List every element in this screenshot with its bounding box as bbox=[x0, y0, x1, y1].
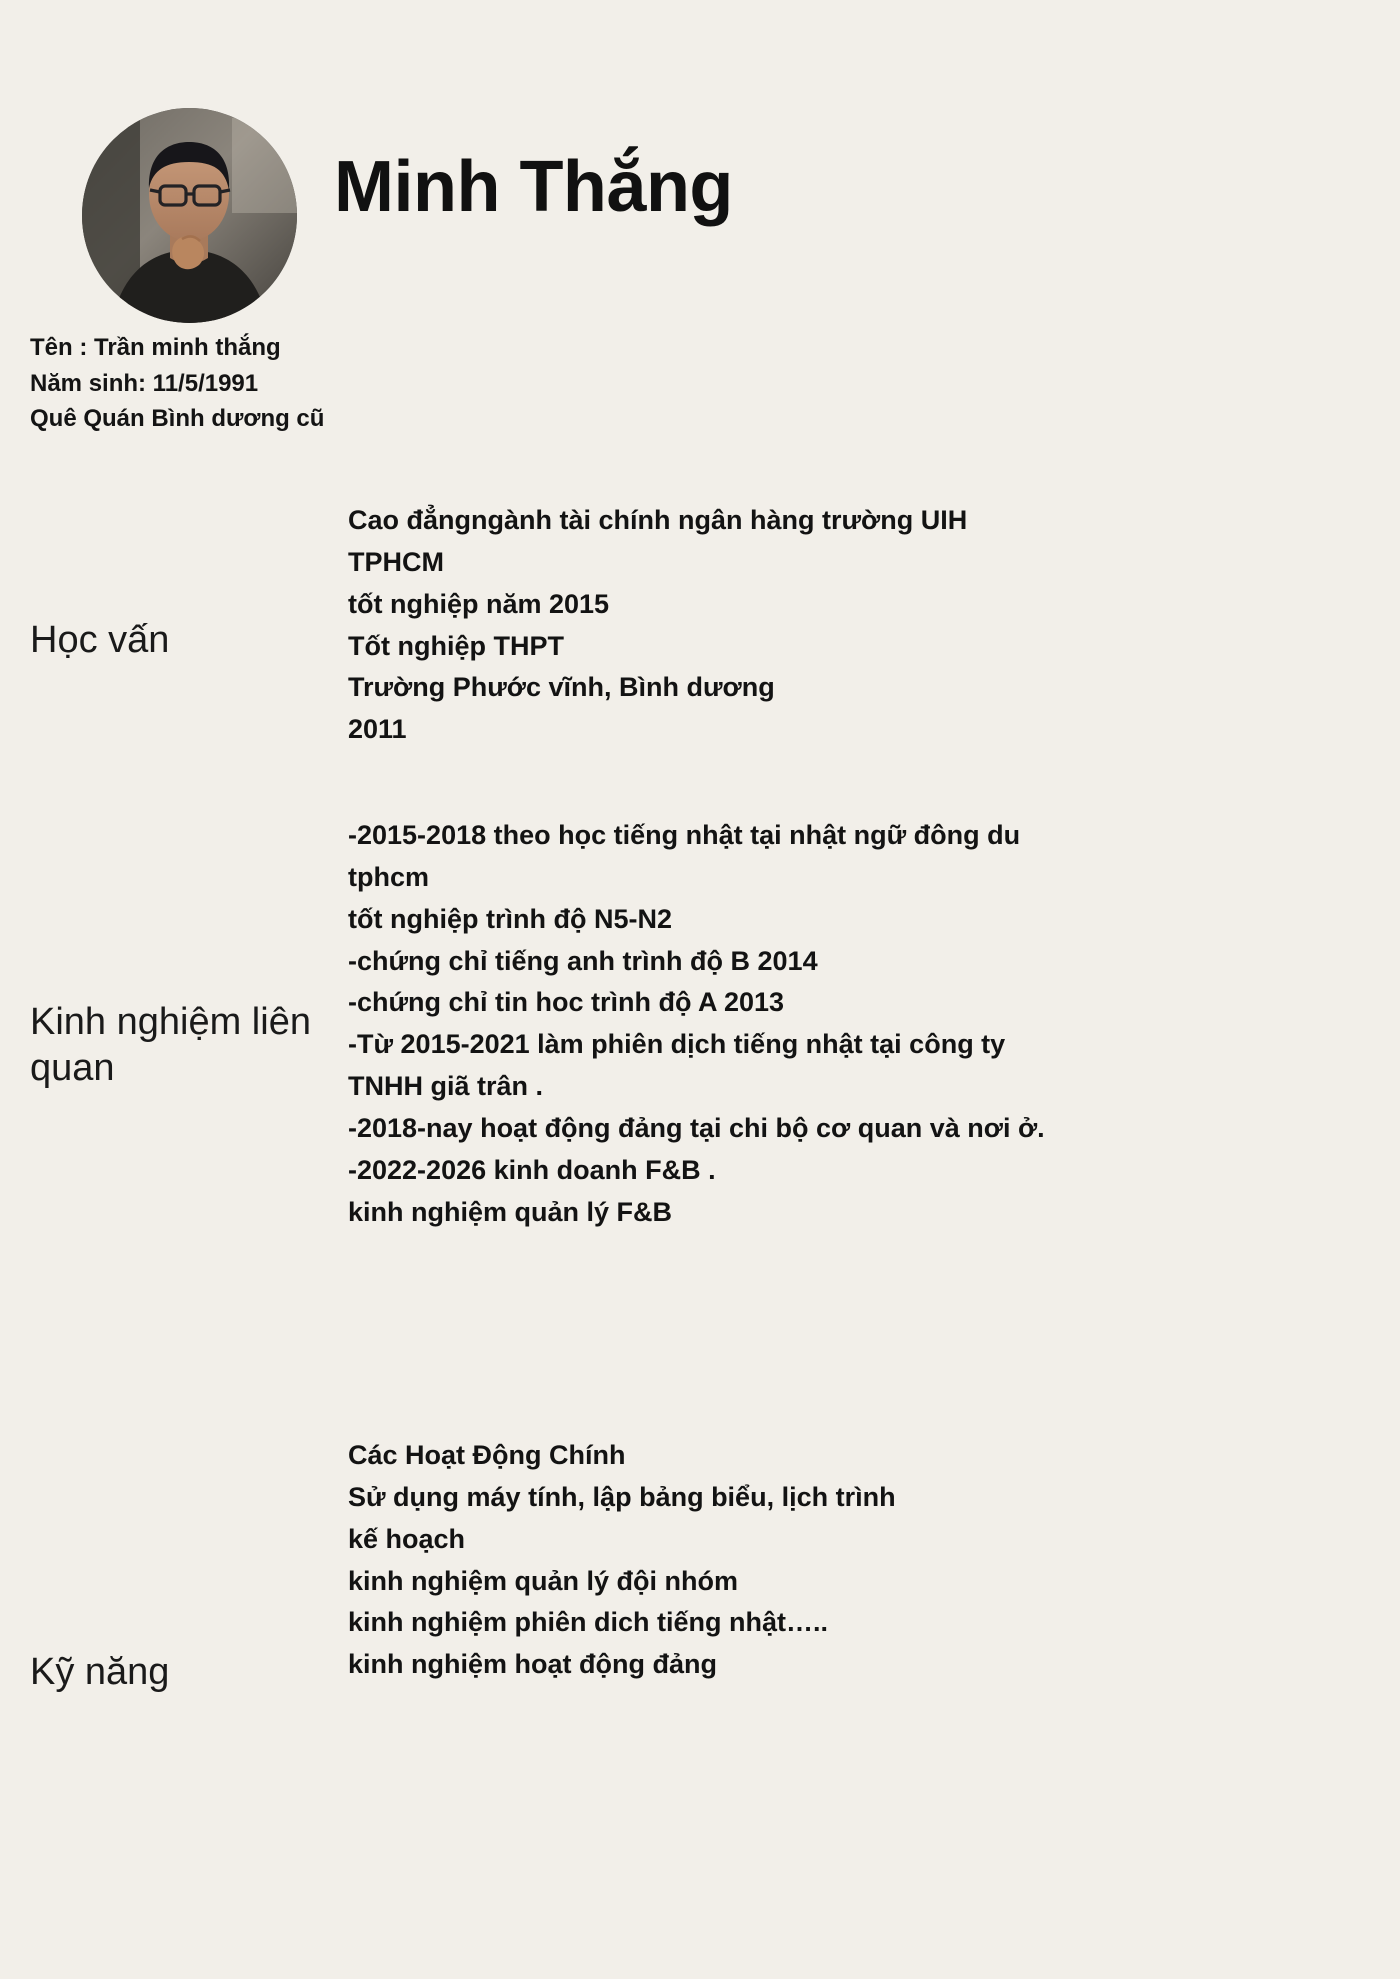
section-label-education: Học vấn bbox=[30, 619, 170, 661]
skills-line: Sử dụng máy tính, lập bảng biểu, lịch trình bbox=[348, 1481, 896, 1512]
section-body-experience bbox=[348, 815, 1358, 1233]
education-line: Tốt nghiệp THPT bbox=[348, 630, 564, 661]
experience-line: -Từ 2015-2021 làm phiên dịch tiếng nhật tại công ty bbox=[348, 1029, 1006, 1060]
education-line: tốt nghiệp năm 2015 bbox=[348, 588, 610, 619]
skills-line: kinh nghiệm phiên dich tiếng nhật….. bbox=[348, 1607, 829, 1638]
section-label-skills: Kỹ năng bbox=[30, 1651, 170, 1693]
section-skills bbox=[0, 1435, 1400, 1785]
personal-info bbox=[30, 330, 830, 437]
experience-line: -chứng chỉ tiếng anh trình độ B 2014 bbox=[348, 945, 818, 976]
skills-line: kế hoạch bbox=[348, 1523, 466, 1554]
skills-line: Các Hoạt Động Chính bbox=[348, 1440, 626, 1470]
experience-line: tốt nghiệp trình độ N5-N2 bbox=[348, 903, 672, 934]
skills-line: kinh nghiệm hoạt động đảng bbox=[348, 1649, 717, 1680]
section-body-skills bbox=[348, 1435, 1358, 1686]
experience-line: kinh nghiệm quản lý F&B bbox=[348, 1196, 673, 1227]
personal-hometown-line: Quê Quán Bình dương cũ bbox=[30, 405, 325, 433]
experience-line: TNHH giã trân . bbox=[348, 1071, 544, 1102]
experience-line: -2018-nay hoạt động đảng tại chi bộ cơ quan và nơi ở. bbox=[348, 1112, 1045, 1143]
education-line: TPHCM bbox=[348, 546, 444, 577]
portrait-photo-icon bbox=[82, 108, 297, 323]
personal-name-line: Tên : Trần minh thắng bbox=[30, 334, 281, 361]
skills-line: kinh nghiệm quản lý đội nhóm bbox=[348, 1565, 738, 1596]
education-line: Cao đẳngngành tài chính ngân hàng trường UIH bbox=[348, 505, 968, 535]
education-line: 2011 bbox=[348, 714, 407, 745]
experience-line: -2022-2026 kinh doanh F&B . bbox=[348, 1154, 716, 1185]
education-line: Trường Phước vĩnh, Bình dương bbox=[348, 672, 775, 703]
section-label-experience: Kinh nghiệm liên quan bbox=[30, 1001, 311, 1089]
page-title: Minh Thắng bbox=[334, 147, 733, 227]
experience-line: -2015-2018 theo học tiếng nhật tại nhật ngữ đông du bbox=[348, 820, 1021, 850]
experience-line: -chứng chỉ tin hoc trình độ A 2013 bbox=[348, 987, 785, 1018]
section-experience bbox=[0, 815, 1400, 1360]
personal-dob-line: Năm sinh: 11/5/1991 bbox=[30, 369, 259, 397]
avatar bbox=[82, 108, 297, 323]
experience-line: tphcm bbox=[348, 861, 429, 892]
section-education bbox=[0, 500, 1400, 790]
section-body-education bbox=[348, 500, 1358, 751]
resume-header bbox=[82, 100, 1322, 320]
